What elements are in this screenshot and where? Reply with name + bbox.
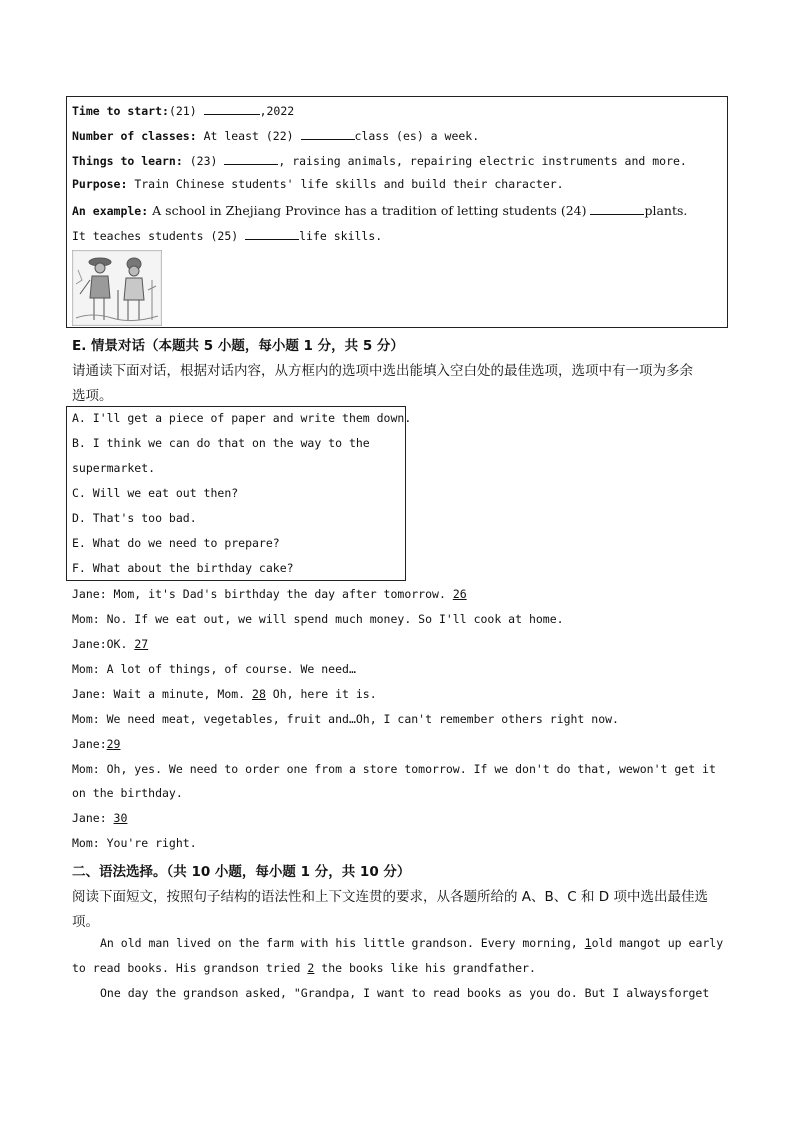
passage-line <box>72 961 536 975</box>
dialogue-text: Jane: <box>72 737 107 751</box>
blank-number: (23) <box>189 154 218 168</box>
section-e-instruction-2: 选项。 <box>72 388 113 404</box>
option-b-continued: supermarket. <box>72 461 156 475</box>
blank-30[interactable]: 30 <box>113 811 128 825</box>
dialogue-text: Jane: Mom, it's Dad's birthday the day after tomorrow. <box>72 587 453 601</box>
option-c: C. Will we eat out then? <box>72 486 239 500</box>
passage-text: to read books. His grandson tried <box>72 961 308 975</box>
blank-29[interactable]: 29 <box>106 737 121 751</box>
answer-blank-22[interactable] <box>301 127 355 140</box>
things-after: , raising animals, repairing electric instruments and more. <box>278 154 687 168</box>
dialogue-line: Mom: You're right. <box>72 836 197 850</box>
dialogue-line <box>72 637 148 651</box>
dialogue-line: Mom: Oh, yes. We need to order one from a store tomorrow. If we don't do that, wewon't get it <box>72 762 716 776</box>
teaches-text: It teaches students (25) <box>72 229 239 243</box>
blank-2[interactable]: 2 <box>307 961 315 975</box>
passage-line: One day the grandson asked, "Grandpa, I want to read books as you do. But I alwaysforget <box>100 986 710 1000</box>
example-text-after: plants. <box>644 203 688 218</box>
notice-purpose-line <box>72 177 564 191</box>
time-label: Time to start: <box>72 104 169 118</box>
purpose-text: Train Chinese students' life skills and build their character. <box>134 177 564 191</box>
purpose-label: Purpose: <box>72 177 128 191</box>
dialogue-line: on the birthday. <box>72 786 183 800</box>
dialogue-line: Mom: A lot of things, of course. We need… <box>72 662 356 676</box>
example-label: An example: <box>72 204 149 218</box>
option-f: F. What about the birthday cake? <box>72 561 294 575</box>
answer-blank-25[interactable] <box>245 227 299 240</box>
farm-sketch-image <box>72 250 162 326</box>
classes-text: At least (22) <box>203 129 294 143</box>
answer-blank-24[interactable] <box>590 202 644 215</box>
notice-time-line <box>72 102 294 118</box>
dialogue-text: Oh, here it is. <box>265 687 377 701</box>
option-e: E. What do we need to prepare? <box>72 536 280 550</box>
section-2-instruction-2: 项。 <box>72 914 99 930</box>
section-2-title: 二、语法选择。（共 10 小题，每小题 1 分，共 10 分） <box>72 864 411 880</box>
dialogue-line <box>72 811 127 825</box>
notice-example-line <box>72 202 687 218</box>
blank-number: (21) <box>168 104 197 118</box>
dialogue-line: Mom: No. If we eat out, we will spend much money. So I'll cook at home. <box>72 612 564 626</box>
section-e-title: E. 情景对话（本题共 5 小题，每小题 1 分，共 5 分） <box>72 338 404 354</box>
dialogue-line: Mom: We need meat, vegetables, fruit and…Oh, I can't remember others right now. <box>72 712 619 726</box>
section-e-instruction: 请通读下面对话，根据对话内容，从方框内的选项中选出能填入空白处的最佳选项，选项中有一项为多余 <box>72 363 693 379</box>
answer-blank-21[interactable] <box>204 102 260 115</box>
dialogue-text: Jane:OK. <box>72 637 135 651</box>
passage-text: An old man lived on the farm with his little grandson. Every morning, <box>100 936 585 950</box>
dialogue-text: Jane: Wait a minute, Mom. <box>72 687 253 701</box>
answer-blank-23[interactable] <box>224 152 278 165</box>
option-a: A. I'll get a piece of paper and write them down. <box>72 411 412 425</box>
time-after: ,2022 <box>259 104 295 118</box>
example-text: A school in Zhejiang Province has a tradition of letting students (24) <box>152 203 587 218</box>
option-b: B. I think we can do that on the way to the <box>72 436 370 450</box>
dialogue-text: Jane: <box>72 811 114 825</box>
dialogue-line <box>72 587 467 601</box>
notice-classes-line <box>72 127 479 143</box>
passage-text: old mangot up early <box>591 936 724 950</box>
classes-text-after: class (es) a week. <box>354 129 480 143</box>
section-2-instruction: 阅读下面短文，按照句子结构的语法性和上下文连贯的要求，从各题所给的 A、B、C 和 D 项中选出最佳选 <box>72 889 708 905</box>
classes-label: Number of classes: <box>72 129 197 143</box>
blank-1[interactable]: 1 <box>584 936 592 950</box>
passage-line <box>100 936 723 950</box>
notice-teaches-line <box>72 227 382 243</box>
blank-28[interactable]: 28 <box>252 687 266 701</box>
things-label: Things to learn: <box>72 154 183 168</box>
notice-things-line <box>72 152 687 168</box>
option-d: D. That's too bad. <box>72 511 197 525</box>
dialogue-line <box>72 737 120 751</box>
passage-text: the books like his grandfather. <box>314 961 536 975</box>
teaches-text-after: life skills. <box>299 229 383 243</box>
blank-27[interactable]: 27 <box>134 637 149 651</box>
dialogue-line <box>72 687 377 701</box>
blank-26[interactable]: 26 <box>452 587 467 601</box>
